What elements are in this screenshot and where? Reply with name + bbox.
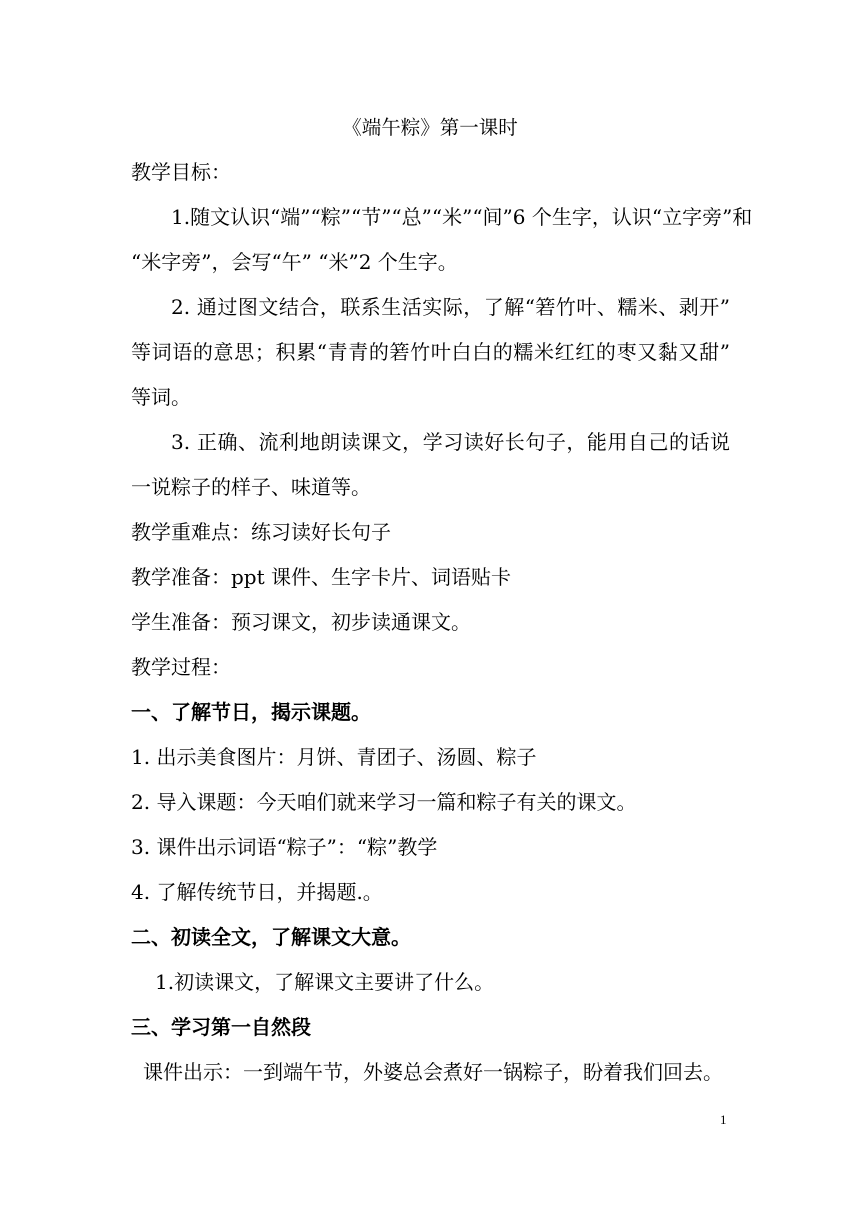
section-1-item-3: 3. 课件出示词语“粽子”：“粽”教学	[131, 835, 438, 859]
section-2-heading: 二、初读全文，了解课文大意。	[131, 925, 411, 949]
goals-heading: 教学目标：	[131, 160, 231, 184]
goal-1-line-1: 1.随文认识“端”“粽”“节”“总”“米”“间”6 个生字，认识“立字旁”和	[171, 205, 753, 229]
process-heading: 教学过程：	[131, 655, 231, 679]
section-3-line-1: 课件出示：一到端午节，外婆总会煮好一锅粽子，盼着我们回去。	[143, 1060, 723, 1084]
goal-3-line-1: 3. 正确、流利地朗读课文，学习读好长句子，能用自己的话说	[171, 430, 730, 454]
goal-2-line-3: 等词。	[131, 385, 191, 409]
section-1-item-1: 1. 出示美食图片：月饼、青团子、汤圆、粽子	[131, 745, 537, 769]
goal-1-line-2: “米字旁”，会写“午” “米”2 个生字。	[131, 250, 458, 274]
section-3-heading: 三、学习第一自然段	[131, 1015, 311, 1039]
goal-2-line-1: 2. 通过图文结合，联系生活实际，了解“箬竹叶、糯米、剥开”	[171, 295, 730, 319]
key-point: 教学重难点：练习读好长句子	[131, 520, 391, 544]
goal-2-line-2: 等词语的意思；积累“青青的箬竹叶白白的糯米红红的枣又黏又甜”	[131, 340, 730, 364]
section-1-item-2: 2. 导入课题：今天咱们就来学习一篇和粽子有关的课文。	[131, 790, 637, 814]
section-2-item-1: 1.初读课文，了解课文主要讲了什么。	[155, 970, 495, 994]
section-1-item-4: 4. 了解传统节日，并揭题.。	[131, 880, 383, 904]
document-title: 《端午粽》第一课时	[342, 116, 518, 139]
page-number: 1	[720, 1112, 727, 1127]
student-prep: 学生准备：预习课文，初步读通课文。	[131, 610, 471, 634]
goal-3-line-2: 一说粽子的样子、味道等。	[131, 475, 371, 499]
section-1-heading: 一、了解节日，揭示课题。	[131, 700, 371, 724]
teacher-prep: 教学准备：ppt 课件、生字卡片、词语贴卡	[131, 565, 511, 589]
